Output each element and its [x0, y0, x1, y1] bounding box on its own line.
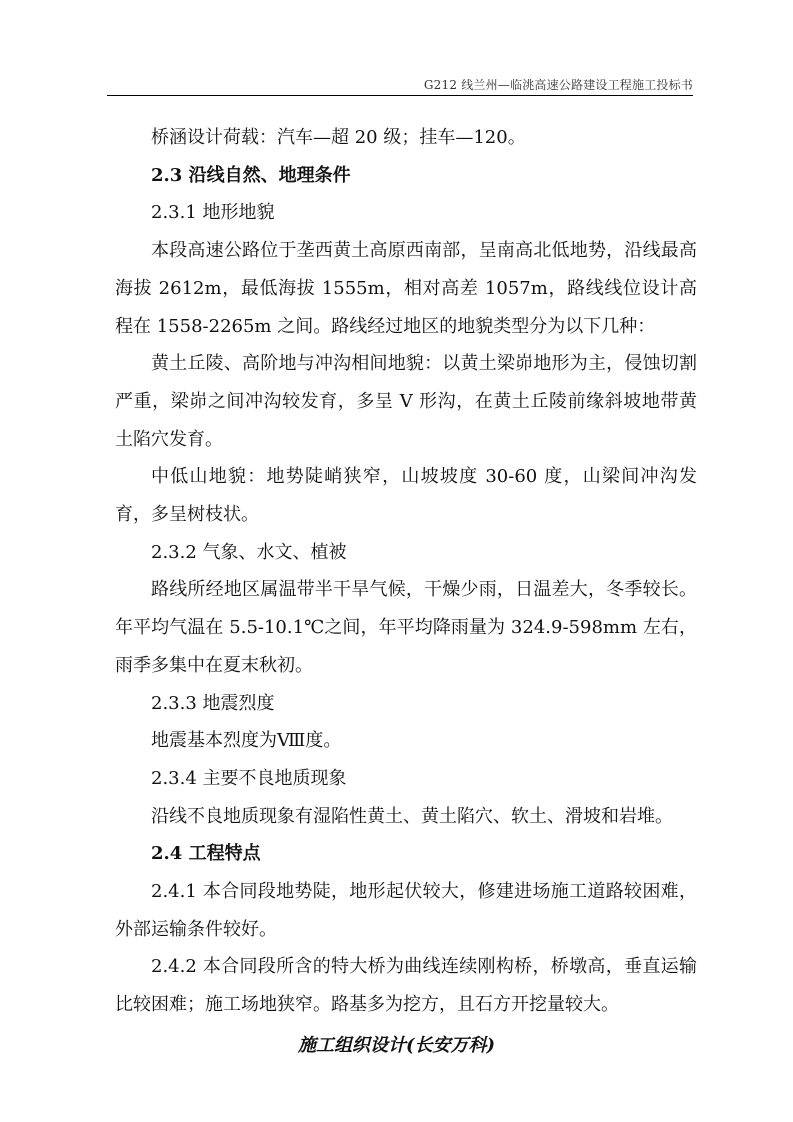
- paragraph-loess-landform: 黄土丘陵、高阶地与冲沟相间地貌：以黄土梁峁地形为主，侵蚀切割严重，梁峁之间冲沟较发育，多呈 V 形沟，在黄土丘陵前缘斜坡地带黄土陷穴发育。: [115, 353, 697, 450]
- paragraph-terrain: 本段高速公路位于垄西黄土高原西南部，呈南高北低地势，沿线最高海拔 2612m，最低海拔 1555m，相对高差 1057m，路线线位设计高程在 1558-2265m 之间。路线经过地区的地貌类型分为以下几种：: [115, 240, 697, 337]
- section-heading-2-3: 2.3 沿线自然、地理条件: [151, 164, 351, 186]
- section-heading-2-4: 2.4 工程特点: [151, 843, 261, 865]
- page-header: G212 线兰州—临洮高速公路建设工程施工投标书: [423, 78, 693, 92]
- subsection-heading-2-3-3: 2.3.3 地震烈度: [151, 692, 275, 714]
- paragraph-2-4-1: 2.4.1 本合同段地势陡，地形起伏较大，修建进场施工道路较困难，外部运输条件较好。: [115, 881, 697, 940]
- subsection-heading-2-3-2: 2.3.2 气象、水文、植被: [151, 541, 347, 563]
- paragraph-design-load: 桥涵设计荷载：汽车—超 20 级；挂车—120。: [151, 127, 526, 148]
- paragraph-mountain-landform: 中低山地貌：地势陡峭狭窄，山坡坡度 30-60 度，山梁间冲沟发育，多呈树枝状。: [115, 466, 697, 526]
- paragraph-geology: 沿线不良地质现象有湿陷性黄土、黄土陷穴、软土、滑坡和岩堆。: [151, 805, 673, 827]
- paragraph-seismic: 地震基本烈度为Ⅷ度。: [151, 730, 342, 752]
- paragraph-climate: 路线所经地区属温带半干旱气候，干燥少雨，日温差大，冬季较长。年平均气温在 5.5-10.1℃之间，年平均降雨量为 324.9-598mm 左右，雨季多集中在夏末秋初。: [115, 579, 697, 676]
- paragraph-2-4-2: 2.4.2 本合同段所含的特大桥为曲线连续刚构桥，桥墩高，垂直运输比较困难；施工场地狭窄。路基多为挖方，且石方开挖量较大。: [115, 956, 697, 1016]
- page-footer: 施工组织设计(长安万科): [297, 1035, 496, 1056]
- subsection-heading-2-3-4: 2.3.4 主要不良地质现象: [151, 767, 347, 789]
- header-divider: [107, 95, 693, 96]
- document-body: [115, 119, 697, 1024]
- subsection-heading-2-3-1: 2.3.1 地形地貌: [151, 202, 275, 224]
